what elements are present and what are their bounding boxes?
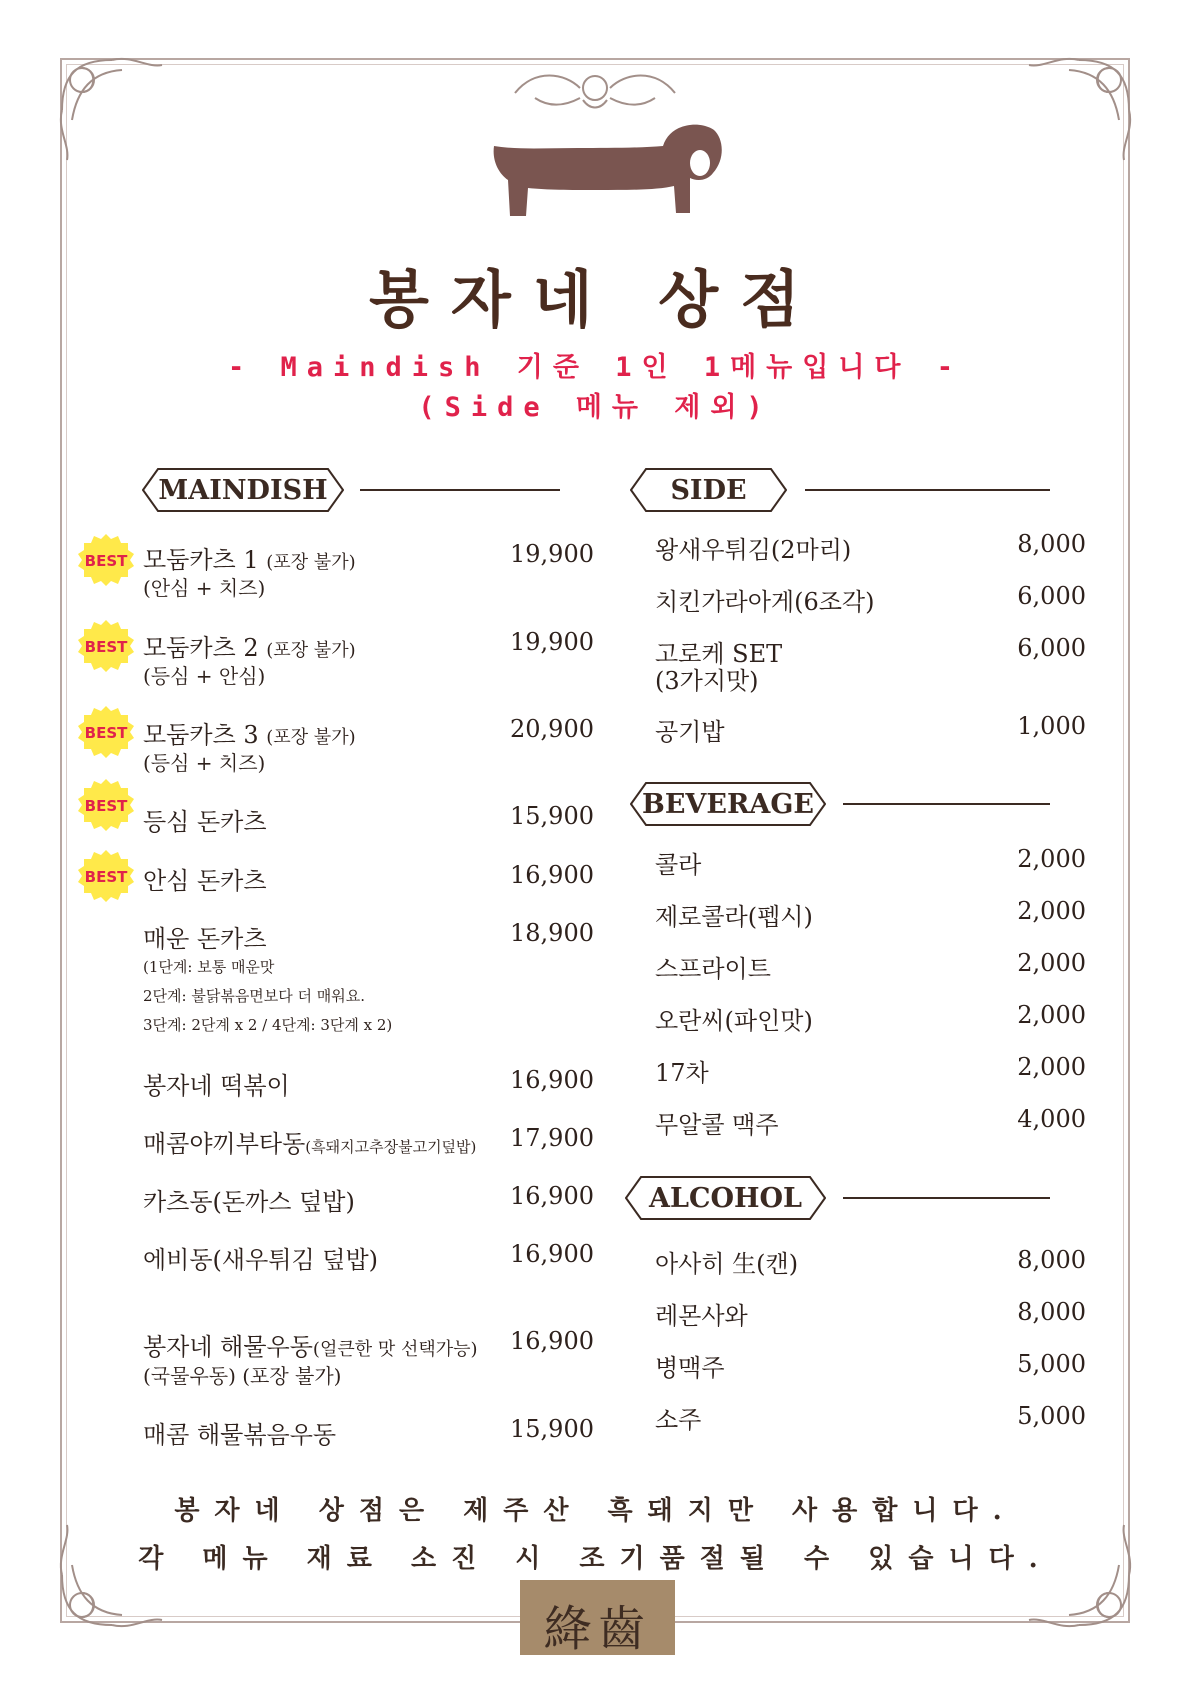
maindish-header-label: MAINDISH [158,474,328,506]
alcohol-header-rule [843,1197,1050,1199]
corner-ornament-bottom-left [52,1515,172,1635]
side-item-name: 치킨가라아게(6조각) [655,588,875,616]
side-item-price: 8,000 [1017,530,1086,558]
menu-item-price: 19,900 [510,628,594,656]
side-item-name: 왕새우튀김(2마리) [655,536,852,564]
side-item-price: 6,000 [1017,582,1086,610]
menu-item-name: 안심 돈카츠 [143,867,267,895]
seal-stamp: 絳齒 [520,1580,675,1655]
menu-item-price: 17,900 [510,1124,594,1152]
best-badge: BEST [77,619,135,677]
menu-item-name: 모둠카츠 3 (포장 불가) [143,721,356,749]
footer-line-1: 봉자네 상점은 제주산 흑돼지만 사용합니다. [174,1496,1017,1526]
side-item-price: 1,000 [1017,712,1086,740]
beverage-header-label: BEVERAGE [642,788,814,820]
side-item-price: 6,000 [1017,634,1086,662]
menu-item-price: 16,900 [510,861,594,889]
beverage-item-name: 스프라이트 [655,955,771,983]
alcohol-header [625,1176,826,1220]
store-title: 봉자네 상점 [368,263,823,336]
corner-ornament-top-left [52,50,172,170]
menu-item-price: 16,900 [510,1240,594,1268]
menu-item-name: 봉자네 해물우동(얼큰한 맛 선택가능) [143,1333,478,1361]
beverage-item-name: 제로콜라(펩시) [655,903,813,931]
menu-item-name: 등심 돈카츠 [143,808,267,836]
beverage-item-name: 콜라 [655,851,702,879]
menu-item-name: 모둠카츠 2 (포장 불가) [143,634,356,662]
menu-item-price: 20,900 [510,715,594,743]
side-header [630,468,787,512]
beverage-item-price: 2,000 [1017,845,1086,873]
maindish-header [142,468,344,512]
dachshund-logo [488,118,728,233]
alcohol-header-label: ALCOHOL [649,1182,802,1214]
menu-item-price: 16,900 [510,1066,594,1094]
side-header-rule [805,489,1050,491]
menu-item-price: 16,900 [510,1327,594,1355]
alcohol-item-name: 레몬사와 [655,1302,748,1330]
beverage-item-price: 2,000 [1017,1001,1086,1029]
alcohol-item-price: 5,000 [1017,1402,1086,1430]
notice-line-1: - Maindish 기준 1인 1메뉴입니다 - [228,352,963,383]
corner-ornament-top-right [1019,50,1139,170]
menu-item-name: 봉자네 떡볶이 [143,1072,290,1100]
best-badge: BEST [77,705,135,763]
menu-item-sub: (국물우동) (포장 불가) [143,1364,342,1388]
menu-item-price: 19,900 [510,540,594,568]
beverage-item-name: 무알콜 맥주 [655,1111,779,1139]
menu-item-sub: (등심 + 치즈) [143,751,266,775]
beverage-item-price: 4,000 [1017,1105,1086,1133]
beverage-item-name: 17차 [655,1059,709,1087]
side-item-name: 공기밥 [655,718,725,746]
menu-item-name: 매콤 해물볶음우동 [143,1421,337,1449]
beverage-item-price: 2,000 [1017,1053,1086,1081]
beverage-header [630,782,826,826]
menu-item-sub: (안심 + 치즈) [143,576,266,600]
alcohol-item-name: 병맥주 [655,1354,725,1382]
menu-item-price: 18,900 [510,919,594,947]
menu-item-name: 매콤야끼부타동(흑돼지고추장불고기덮밥) [143,1130,477,1158]
alcohol-item-name: 소주 [655,1406,702,1434]
menu-item-name: 모둠카츠 1 (포장 불가) [143,546,356,574]
beverage-item-price: 2,000 [1017,897,1086,925]
menu-item-name: 매운 돈카츠 [143,925,267,953]
alcohol-item-price: 5,000 [1017,1350,1086,1378]
best-badge: BEST [77,849,135,907]
alcohol-item-name: 아사히 生(캔) [655,1250,799,1278]
menu-item-name: 에비동(새우튀김 덮밥) [143,1246,379,1274]
side-item-name: 고로케 SET [655,640,783,668]
menu-item-price: 16,900 [510,1182,594,1210]
footer-line-2: 각 메뉴 재료 소진 시 조기품절될 수 있습니다. [138,1544,1053,1574]
spicy-level-note: (1단계: 보통 매운맛 2단계: 불닭볶음면보다 더 매워요. 3단계: 2단계 x 2 / 4단계: 3단계 x 2) [143,958,393,1034]
corner-ornament-bottom-right [1019,1515,1139,1635]
menu-item-sub: (등심 + 안심) [143,664,266,688]
best-badge: BEST [77,533,135,591]
alcohol-item-price: 8,000 [1017,1298,1086,1326]
side-header-label: SIDE [670,474,747,506]
best-badge: BEST [77,778,135,836]
menu-item-price: 15,900 [510,1415,594,1443]
alcohol-item-price: 8,000 [1017,1246,1086,1274]
notice-line-2: (Side 메뉴 제외) [418,392,773,423]
top-center-ornament [495,58,695,118]
menu-item-price: 15,900 [510,802,594,830]
maindish-header-rule [360,489,560,491]
beverage-item-name: 오란씨(파인맛) [655,1007,813,1035]
beverage-item-price: 2,000 [1017,949,1086,977]
side-item-sub: (3가지맛) [655,667,759,695]
menu-item-name: 카츠동(돈까스 덮밥) [143,1188,355,1216]
beverage-header-rule [843,803,1050,805]
